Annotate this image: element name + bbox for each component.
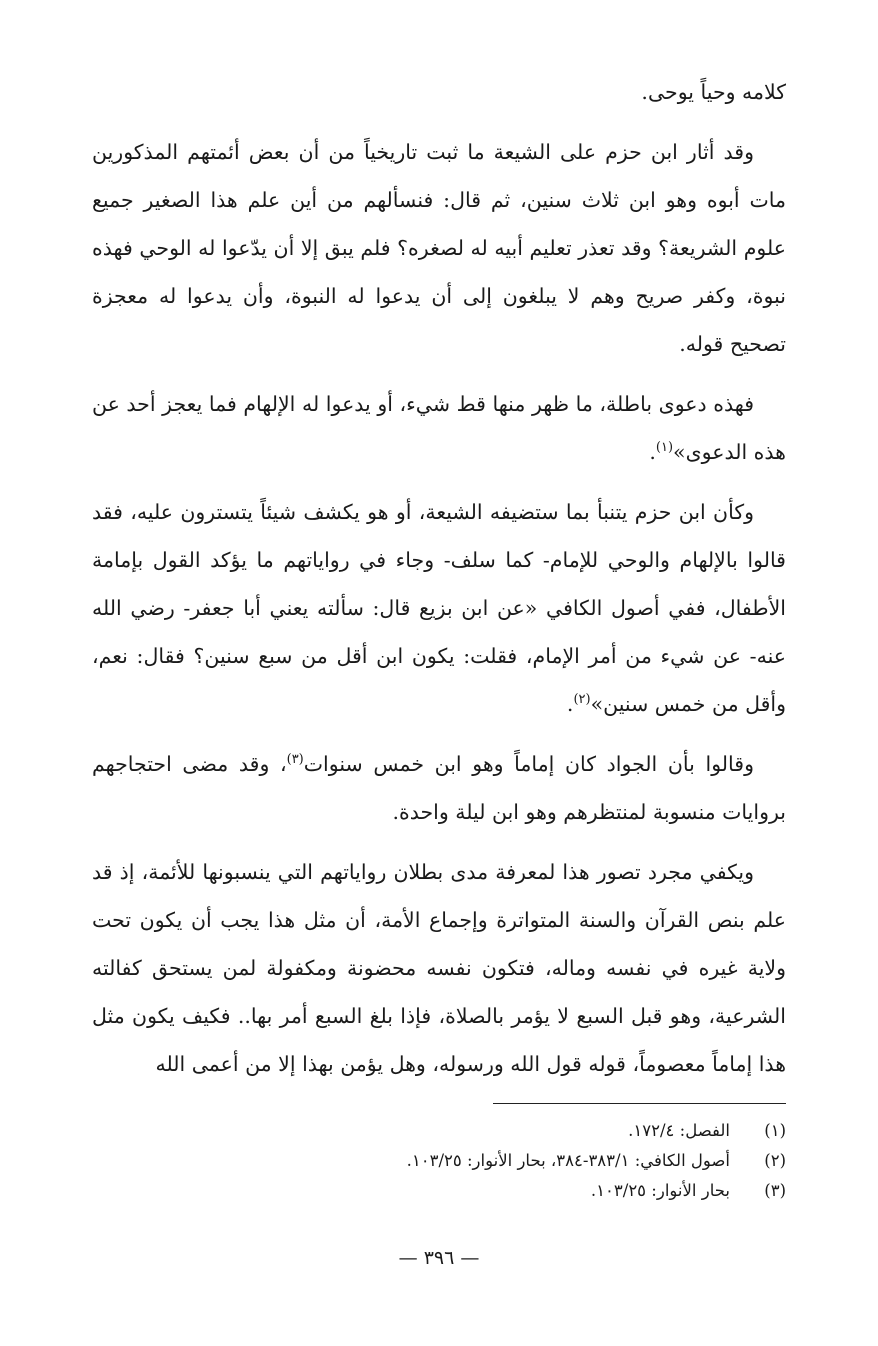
paragraph bbox=[92, 848, 786, 1088]
footnote bbox=[92, 1146, 786, 1176]
footnote-reference[interactable]: (٢) bbox=[573, 692, 591, 708]
paragraph-text: ويكفي مجرد تصور هذا لمعرفة مدى بطلان رواياتهم التي ينسبونها للأئمة، إذ قد علم بنص القرآن والسنة المتواترة وإجماع الأمة، أن مثل هذا يجب أن يكون تحت ولاية غيره في نفسه وماله، فتكون نفسه محضونة ومكفولة لمن يستحق كفالته الشرعية، وهو قبل السبع لا يؤمر بالصلاة، فإذا بلغ السبع أمر بها.. فكيف يكون مثل هذا إماماً معصوماً، قوله قول الله ورسوله، وهل يؤمن بهذا إلا من أعمى الله bbox=[92, 860, 786, 1076]
footnote bbox=[92, 1176, 786, 1206]
footnote-text: أصول الكافي: ٣٨٣/١-٣٨٤، بحار الأنوار: ١٠٣/٢٥. bbox=[406, 1151, 730, 1170]
paragraph bbox=[92, 740, 786, 836]
paragraph bbox=[92, 68, 786, 116]
footnote-number: (١) bbox=[764, 1121, 786, 1140]
paragraph bbox=[92, 128, 786, 368]
paragraph bbox=[92, 380, 786, 476]
paragraph-text-tail: . bbox=[566, 692, 574, 716]
footnotes bbox=[92, 1116, 786, 1206]
footnote-number: (٢) bbox=[764, 1151, 786, 1170]
paragraph-text-tail: ، وقد مضى احتجاجهم بروايات منسوبة لمنتظرهم وهو ابن ليلة واحدة. bbox=[92, 752, 786, 824]
paragraph-text: فهذه دعوى باطلة، ما ظهر منها قط شيء، أو يدعوا له الإلهام فما يعجز أحد عن هذه الدعوى» bbox=[92, 392, 786, 464]
footnote bbox=[92, 1116, 786, 1146]
footnote-text: الفصل: ١٧٢/٤. bbox=[628, 1121, 730, 1140]
paragraph-text: وقد أثار ابن حزم على الشيعة ما ثبت تاريخياً من أن بعض أئمتهم المذكورين مات أبوه وهو ابن ثلاث سنين، ثم قال: فنسألهم من أين علم هذا الصغير جميع علوم الشريعة؟ وقد تعذر تعليم أبيه له لصغره؟ فلم يبق إلا أن يدّعوا له الوحي فهذه نبوة، وكفر صريح وهم لا يبلغون إلى أن يدعوا له النبوة، وأن يدعوا له معجزة تصحيح قوله. bbox=[92, 140, 786, 356]
footnote-text: بحار الأنوار: ١٠٣/٢٥. bbox=[590, 1181, 730, 1200]
paragraph-text: كلامه وحياً يوحى. bbox=[641, 80, 786, 104]
paragraph-text: وقالوا بأن الجواد كان إماماً وهو ابن خمس سنوات bbox=[303, 752, 754, 776]
paragraph-text: وكأن ابن حزم يتنبأ بما ستضيفه الشيعة، أو هو يكشف شيئاً يتسترون عليه، فقد قالوا بالإلهام والوحي للإمام- كما سلف- وجاء في رواياتهم ما يؤكد القول بإمامة الأطفال، ففي أصول الكافي «عن ابن بزيع قال: سألته يعني أبا جعفر- رضي الله عنه- عن شيء من أمر الإمام، فقلت: يكون ابن أقل من سبع سنين؟ فقال: نعم، وأقل من خمس سنين» bbox=[92, 500, 786, 716]
footnote-reference[interactable]: (١) bbox=[655, 440, 674, 456]
footnote-reference[interactable]: (٣) bbox=[286, 752, 304, 768]
footnote-separator bbox=[493, 1103, 786, 1104]
paragraph-text-tail: . bbox=[649, 440, 656, 464]
page-number: — ٣٩٦ — bbox=[398, 1247, 480, 1269]
main-text bbox=[92, 68, 786, 1088]
footnote-number: (٣) bbox=[764, 1181, 786, 1200]
paragraph bbox=[92, 488, 786, 728]
